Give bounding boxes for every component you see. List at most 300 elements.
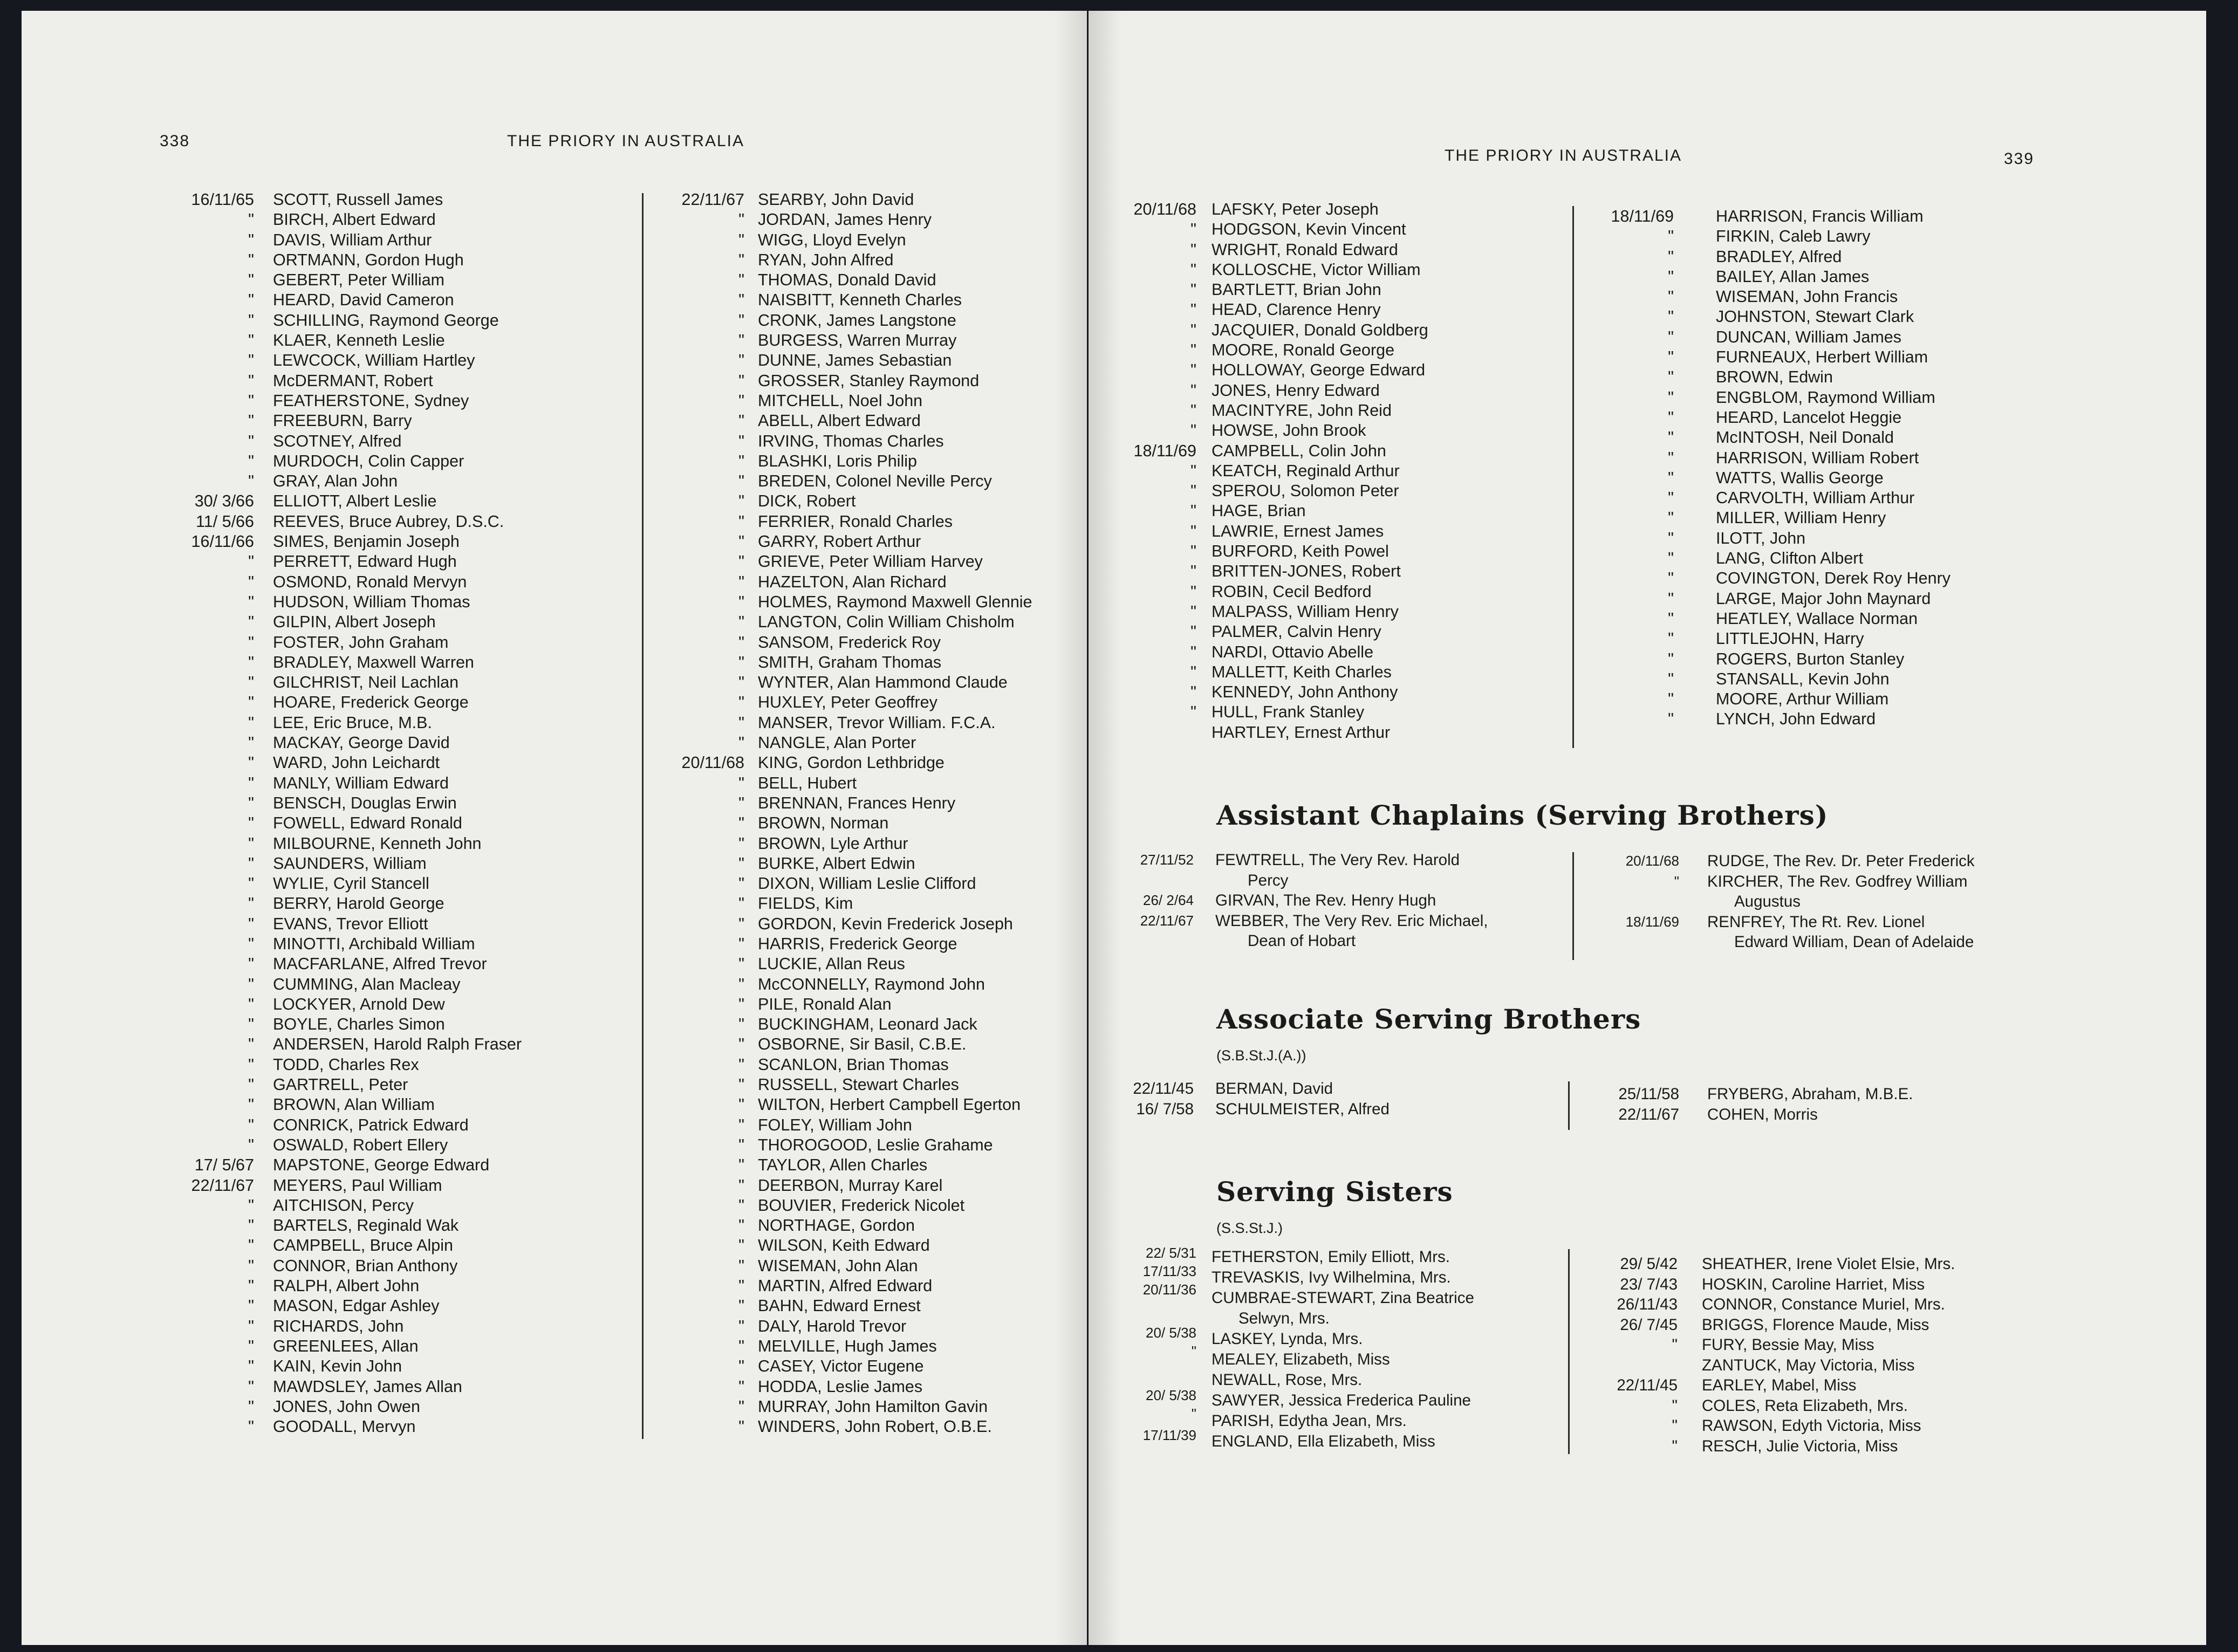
entry-name: HODGSON, Kevin Vincent (1212, 220, 1406, 239)
entry-date: " (248, 734, 254, 752)
entry-date (1577, 932, 1679, 952)
running-head: THE PRIORY IN AUSTRALIA (1445, 147, 1682, 164)
entry-date: " (1668, 690, 1674, 709)
list-item (1089, 582, 1428, 602)
entry-date: " (1190, 260, 1196, 279)
entry-name: MALLETT, Keith Charles (1212, 662, 1392, 681)
entry-date (1577, 1355, 1678, 1376)
list-item (160, 1216, 522, 1236)
list-item (1577, 347, 1950, 367)
entry-date: " (738, 1377, 744, 1396)
list-item (650, 1115, 1032, 1135)
list-item (1577, 892, 1975, 912)
entry-name: BUCKINGHAM, Leonard Jack (758, 1015, 977, 1034)
entry-name: HEATLEY, Wallace Norman (1716, 609, 1918, 628)
entry-date: " (738, 894, 744, 913)
entry-name: CONNOR, Constance Muriel, Mrs. (1702, 1295, 1945, 1313)
list-item (650, 1095, 1032, 1115)
list-item (1577, 1084, 1913, 1105)
entry-date: " (738, 1015, 744, 1034)
entry-name: MACKAY, George David (273, 734, 450, 752)
entry-name: GORDON, Kevin Frederick Joseph (758, 914, 1013, 933)
entry-date: " (248, 291, 254, 310)
entry-name: BRITTEN-JONES, Robert (1212, 562, 1401, 581)
list-item (1577, 287, 1950, 307)
entry-name: MEYERS, Paul William (273, 1176, 442, 1195)
list-item (160, 1397, 522, 1417)
entry-name: JOHNSTON, Stewart Clark (1716, 307, 1914, 326)
list-item (650, 1317, 1032, 1336)
entry-name: TODD, Charles Rex (273, 1055, 419, 1074)
entry-date: " (248, 1417, 254, 1436)
list-item (1089, 682, 1428, 702)
list-item (650, 1075, 1032, 1095)
list-item (160, 854, 522, 874)
list-item (160, 793, 522, 813)
entry-name: GILCHRIST, Neil Lachlan (273, 673, 459, 692)
entry-name: KLAER, Kenneth Leslie (273, 331, 445, 350)
list-item (650, 391, 1032, 411)
entry-name: COLES, Reta Elizabeth, Mrs. (1702, 1396, 1908, 1415)
column-rule (1568, 1249, 1570, 1454)
entry-date: " (738, 834, 744, 853)
list-item (160, 331, 522, 351)
list-item (160, 190, 522, 210)
list-item (650, 813, 1032, 833)
entry-name: CUMBRAE-STEWART, Zina Beatrice (1212, 1289, 1474, 1307)
entry-name: MURRAY, John Hamilton Gavin (758, 1397, 988, 1416)
entry-name: CASEY, Victor Eugene (758, 1357, 924, 1376)
entry-date: " (1668, 368, 1674, 387)
list-item (1577, 589, 1950, 609)
entry-date: " (738, 532, 744, 551)
entry-date: " (248, 1095, 254, 1114)
entry-name: HUXLEY, Peter Geoffrey (758, 693, 937, 712)
entry-name: BERMAN, David (1215, 1080, 1333, 1098)
entry-name: TAYLOR, Allen Charles (758, 1156, 928, 1175)
entry-date: " (1190, 502, 1196, 520)
list-item (160, 1356, 522, 1376)
section-heading-serving-sisters: Serving Sisters (1216, 1176, 1453, 1208)
list-item (1577, 709, 1950, 729)
entry-name: HOLLOWAY, George Edward (1212, 361, 1426, 380)
list-item (160, 371, 522, 391)
entry-date: " (248, 552, 254, 571)
entry-date: " (1668, 327, 1674, 346)
entry-date: " (738, 572, 744, 591)
list-item (650, 1176, 1032, 1196)
entry-name: HOSKIN, Caroline Harriet, Miss (1702, 1275, 1925, 1293)
list-item (650, 1397, 1032, 1417)
entry-date: " (738, 592, 744, 611)
entry-name: MANLY, William Edward (273, 773, 449, 792)
list-item (650, 914, 1032, 934)
entry-name: BAHN, Edward Ernest (758, 1297, 921, 1315)
entry-date: " (738, 472, 744, 491)
list-item (160, 1336, 522, 1356)
list-item (1577, 649, 1950, 669)
entry-date: " (738, 1135, 744, 1154)
list-item (160, 572, 522, 592)
list-item (1577, 689, 1950, 709)
entry-name: Edward William, Dean of Adelaide (1734, 933, 1974, 951)
list-item (650, 1216, 1032, 1236)
entry-name: ILOTT, John (1716, 529, 1806, 547)
entry-name: SANSOM, Frederick Roy (758, 633, 941, 652)
entry-name: AITCHISON, Percy (273, 1196, 414, 1215)
list-item (650, 894, 1032, 914)
list-item (160, 653, 522, 673)
entry-name: MINOTTI, Archibald William (273, 934, 475, 953)
entry-name: CONNOR, Brian Anthony (273, 1256, 458, 1275)
list-item (1577, 428, 1950, 448)
entry-date: 11/ 5/66 (196, 512, 254, 531)
entry-date: " (248, 713, 254, 732)
entry-date: " (1190, 703, 1196, 722)
list-item (1577, 669, 1950, 689)
entry-date: " (738, 1336, 744, 1355)
entry-date: " (738, 1095, 744, 1114)
entry-name: WARD, John Leichardt (273, 753, 440, 772)
entry-name: WYNTER, Alan Hammond Claude (758, 673, 1008, 692)
entry-date: " (738, 1397, 744, 1416)
list-item (1089, 441, 1428, 461)
entry-date: " (738, 412, 744, 430)
entry-date: " (738, 914, 744, 933)
entry-name: MALPASS, William Henry (1212, 602, 1399, 621)
entry-name: THOROGOOD, Leslie Grahame (758, 1135, 993, 1154)
entry-date: " (738, 1357, 744, 1376)
list-item (160, 1155, 522, 1175)
entry-name: MAPSTONE, George Edward (273, 1156, 490, 1175)
list-item (1577, 247, 1950, 267)
entry-name: SCHILLING, Raymond George (273, 311, 499, 330)
list-item (650, 1236, 1032, 1256)
entry-name: HEARD, Lancelot Heggie (1716, 408, 1902, 427)
entry-date: " (738, 371, 744, 390)
entry-name: GARTRELL, Peter (273, 1075, 408, 1094)
list-item (1577, 1436, 1955, 1457)
entry-date: " (248, 793, 254, 812)
entry-date: " (248, 633, 254, 652)
entry-date: 22/11/45 (1133, 1080, 1194, 1098)
entry-name: SIMES, Benjamin Joseph (273, 532, 460, 551)
entry-name: JONES, John Owen (273, 1397, 420, 1416)
list-item (650, 1034, 1032, 1054)
entry-name: REEVES, Bruce Aubrey, D.S.C. (273, 512, 504, 531)
list-item (160, 995, 522, 1014)
entry-name: DALY, Harold Trevor (758, 1317, 907, 1335)
entry-name: RALPH, Albert John (273, 1277, 420, 1295)
list-item (650, 954, 1032, 974)
entry-date: " (738, 975, 744, 993)
entry-date: " (738, 492, 744, 511)
entry-date: " (1668, 428, 1674, 447)
entry-name: GIRVAN, The Rev. Henry Hugh (1215, 892, 1436, 909)
list-item (1577, 267, 1950, 287)
entry-date: " (248, 331, 254, 350)
entry-name: STANSALL, Kevin John (1716, 669, 1890, 688)
list-item (160, 1196, 522, 1216)
entry-name: COHEN, Morris (1707, 1105, 1818, 1123)
entry-name: McCONNELLY, Raymond John (758, 975, 985, 993)
entry-date: " (1672, 1396, 1678, 1415)
entry-date: 17/11/39 (1142, 1427, 1196, 1443)
list-item (1577, 1294, 1955, 1315)
entry-name: BERRY, Harold George (273, 894, 444, 913)
entry-name: GREENLEES, Allan (273, 1336, 419, 1355)
entry-date: " (248, 894, 254, 913)
entry-name: NARDI, Ottavio Abelle (1212, 642, 1374, 661)
entry-date: 26/ 7/45 (1620, 1315, 1678, 1334)
entry-name: KING, Gordon Lethbridge (758, 753, 945, 772)
entry-name: SPEROU, Solomon Peter (1212, 482, 1399, 501)
entry-name: FURY, Bessie May, Miss (1702, 1336, 1874, 1354)
list-item (1089, 461, 1428, 481)
list-item (1089, 723, 1428, 743)
list-item (1089, 360, 1428, 380)
list-item (650, 210, 1032, 230)
list-item (160, 1014, 522, 1034)
entry-name: OSBORNE, Sir Basil, C.B.E. (758, 1035, 967, 1054)
list-item (650, 1296, 1032, 1316)
list-item (160, 290, 522, 310)
entry-date: " (738, 653, 744, 671)
list-item (650, 1196, 1032, 1216)
entry-name: PARISH, Edytha Jean, Mrs. (1212, 1412, 1407, 1430)
entry-date: " (248, 391, 254, 410)
entry-name: LARGE, Major John Maynard (1716, 589, 1931, 608)
entry-date: " (738, 1277, 744, 1295)
entry-name: HARRISON, William Robert (1716, 448, 1919, 467)
entry-name: BURFORD, Keith Powel (1212, 542, 1389, 561)
entry-name: HOARE, Frederick George (273, 693, 469, 712)
list-item (160, 954, 522, 974)
list-item (650, 572, 1032, 592)
entry-name: Selwyn, Mrs. (1238, 1310, 1330, 1327)
list-item (1577, 1355, 1955, 1376)
entry-date: " (1190, 562, 1196, 581)
entry-date: 20/11/68 (681, 753, 744, 772)
list-item (650, 693, 1032, 712)
entry-date: " (738, 874, 744, 893)
entry-name: FEWTRELL, The Very Rev. Harold (1215, 851, 1460, 869)
entry-name: MASON, Edgar Ashley (273, 1297, 440, 1315)
entry-name: GOODALL, Mervyn (273, 1417, 416, 1436)
list-item (160, 1095, 522, 1115)
left-page (22, 11, 1087, 1645)
entry-name: CONRICK, Patrick Edward (273, 1115, 469, 1134)
entry-date: " (738, 934, 744, 953)
entry-date (1089, 931, 1194, 951)
list-item (1577, 1396, 1955, 1416)
entry-date: " (738, 512, 744, 531)
list-item (160, 693, 522, 712)
list-item (650, 1155, 1032, 1175)
entry-date: " (1190, 622, 1196, 641)
entry-date: " (738, 391, 744, 410)
entry-date: " (248, 592, 254, 611)
name-list-column (650, 190, 1032, 1437)
entry-date: " (738, 1176, 744, 1195)
list-item (1577, 388, 1950, 408)
entry-date: " (738, 673, 744, 692)
list-item (1089, 702, 1428, 722)
entry-date: 30/ 3/66 (194, 492, 254, 511)
list-item (160, 1276, 522, 1296)
entry-date: " (738, 552, 744, 571)
entry-name: MACINTYRE, John Reid (1212, 401, 1392, 420)
entry-name: SAUNDERS, William (273, 854, 427, 873)
entry-date: " (738, 1236, 744, 1255)
list-item (650, 854, 1032, 874)
entry-name: LITTLEJOHN, Harry (1716, 629, 1864, 648)
entry-name: PALMER, Calvin Henry (1212, 622, 1381, 641)
entry-name: MACFARLANE, Alfred Trevor (273, 955, 487, 974)
section-heading-associate-serving-brothers: Associate Serving Brothers (1216, 1003, 1641, 1035)
list-item (650, 733, 1032, 753)
entry-name: WISEMAN, John Francis (1716, 287, 1898, 306)
entry-name: DAVIS, William Arthur (273, 230, 432, 249)
spine-shadow (1055, 11, 1087, 1645)
entry-date: " (738, 451, 744, 470)
list-item (160, 270, 522, 290)
entry-name: ANDERSEN, Harold Ralph Fraser (273, 1035, 522, 1054)
entry-name: MOORE, Ronald George (1212, 341, 1395, 360)
entry-date: 17/ 5/67 (194, 1156, 254, 1175)
entry-name: GILPIN, Albert Joseph (273, 613, 436, 632)
entry-date: 20/ 5/38 (1146, 1387, 1196, 1403)
entry-date: " (1668, 629, 1674, 648)
list-item (1089, 200, 1428, 220)
entry-date: " (248, 230, 254, 249)
entry-name: MITCHELL, Noel John (758, 391, 923, 410)
entry-name: NEWALL, Rose, Mrs. (1212, 1371, 1363, 1389)
list-item (650, 331, 1032, 351)
entry-date: 16/11/65 (191, 190, 254, 209)
list-item (650, 311, 1032, 331)
list-item (160, 1296, 522, 1316)
entry-name: WISEMAN, John Alan (758, 1256, 918, 1275)
entry-date (1089, 870, 1194, 891)
list-item (650, 934, 1032, 954)
list-item (1089, 1079, 1390, 1099)
name-list-column (1577, 207, 1950, 730)
entry-name: HARTLEY, Ernest Arthur (1212, 723, 1391, 742)
entry-date: " (1668, 669, 1674, 688)
section-heading-assistant-chaplains: Assistant Chaplains (Serving Brothers) (1216, 799, 1829, 831)
list-item (650, 995, 1032, 1014)
page-number: 338 (160, 132, 190, 150)
list-item (160, 753, 522, 773)
entry-name: BRENNAN, Frances Henry (758, 793, 956, 812)
entry-name: WEBBER, The Very Rev. Eric Michael, (1215, 911, 1488, 930)
entry-name: FREEBURN, Barry (273, 412, 412, 430)
entry-name: RENFREY, The Rt. Rev. Lionel (1707, 913, 1925, 931)
entry-name: JORDAN, James Henry (758, 210, 932, 229)
entry-date: " (738, 351, 744, 370)
entry-name: GARRY, Robert Arthur (758, 532, 921, 551)
list-item (160, 1236, 522, 1256)
entry-date: " (1668, 287, 1674, 306)
entry-date: " (738, 1055, 744, 1074)
list-item (650, 834, 1032, 854)
entry-date: " (1672, 1437, 1678, 1455)
entry-date: " (738, 210, 744, 229)
list-item (650, 1055, 1032, 1075)
entry-name: HOLMES, Raymond Maxwell Glennie (758, 592, 1032, 611)
entry-name: LAFSKY, Peter Joseph (1212, 200, 1379, 218)
entry-name: KIRCHER, The Rev. Godfrey William (1707, 872, 1968, 890)
entry-name: BROWN, Alan William (273, 1095, 435, 1114)
list-item (1089, 240, 1428, 260)
list-item (1577, 207, 1950, 227)
list-item (650, 612, 1032, 632)
list-item (650, 653, 1032, 673)
entry-date: " (738, 1317, 744, 1335)
entry-date: " (1190, 542, 1196, 561)
page-number: 339 (2004, 150, 2035, 168)
entry-date: " (248, 1196, 254, 1215)
entry-date: " (248, 1357, 254, 1376)
entry-name: BRADLEY, Maxwell Warren (273, 653, 474, 671)
list-item (160, 1417, 522, 1437)
list-item (1089, 340, 1428, 360)
list-item (650, 190, 1032, 210)
entry-date: " (1190, 381, 1196, 400)
entry-name: NAISBITT, Kenneth Charles (758, 291, 962, 310)
entry-date: " (1668, 589, 1674, 608)
entry-date: " (1190, 280, 1196, 299)
entry-date: " (1191, 1406, 1196, 1422)
list-item (160, 552, 522, 572)
entry-name: GEBERT, Peter William (273, 271, 445, 290)
entry-name: SCOTNEY, Alfred (273, 431, 402, 450)
entry-name: KEATCH, Reginald Arthur (1212, 461, 1400, 480)
entry-date: " (1668, 227, 1674, 246)
entry-date: " (738, 331, 744, 350)
entry-name: BOUVIER, Frederick Nicolet (758, 1196, 965, 1215)
entry-name: LANGTON, Colin William Chisholm (758, 613, 1015, 632)
list-item (650, 230, 1032, 250)
list-item (1577, 872, 1975, 892)
entry-date: " (738, 271, 744, 290)
list-item (1577, 609, 1950, 629)
entry-date: " (1190, 220, 1196, 239)
entry-name: CAMPBELL, Colin John (1212, 441, 1386, 460)
entry-date: " (248, 1216, 254, 1235)
entry-name: LASKEY, Lynda, Mrs. (1212, 1330, 1363, 1348)
entry-date: " (1190, 522, 1196, 540)
entry-date: 26/11/43 (1617, 1295, 1678, 1313)
list-item (160, 813, 522, 833)
entry-name: ELLIOTT, Albert Leslie (273, 492, 437, 511)
entry-name: HARRISON, Francis William (1716, 207, 1924, 225)
entry-date: " (738, 1297, 744, 1315)
entry-date: " (248, 854, 254, 873)
entry-name: BELL, Hubert (758, 773, 857, 792)
entry-name: LEWCOCK, William Hartley (273, 351, 475, 370)
entry-name: RICHARDS, John (273, 1317, 404, 1335)
entry-date: " (1668, 529, 1674, 547)
list-item (650, 371, 1032, 391)
entry-name: BROWN, Norman (758, 814, 889, 833)
entry-name: McDERMANT, Robert (273, 371, 433, 390)
entry-date: " (248, 874, 254, 893)
list-item (1577, 1274, 1955, 1295)
entry-name: TREVASKIS, Ivy Wilhelmina, Mrs. (1212, 1269, 1451, 1286)
entry-name: Augustus (1734, 893, 1801, 910)
